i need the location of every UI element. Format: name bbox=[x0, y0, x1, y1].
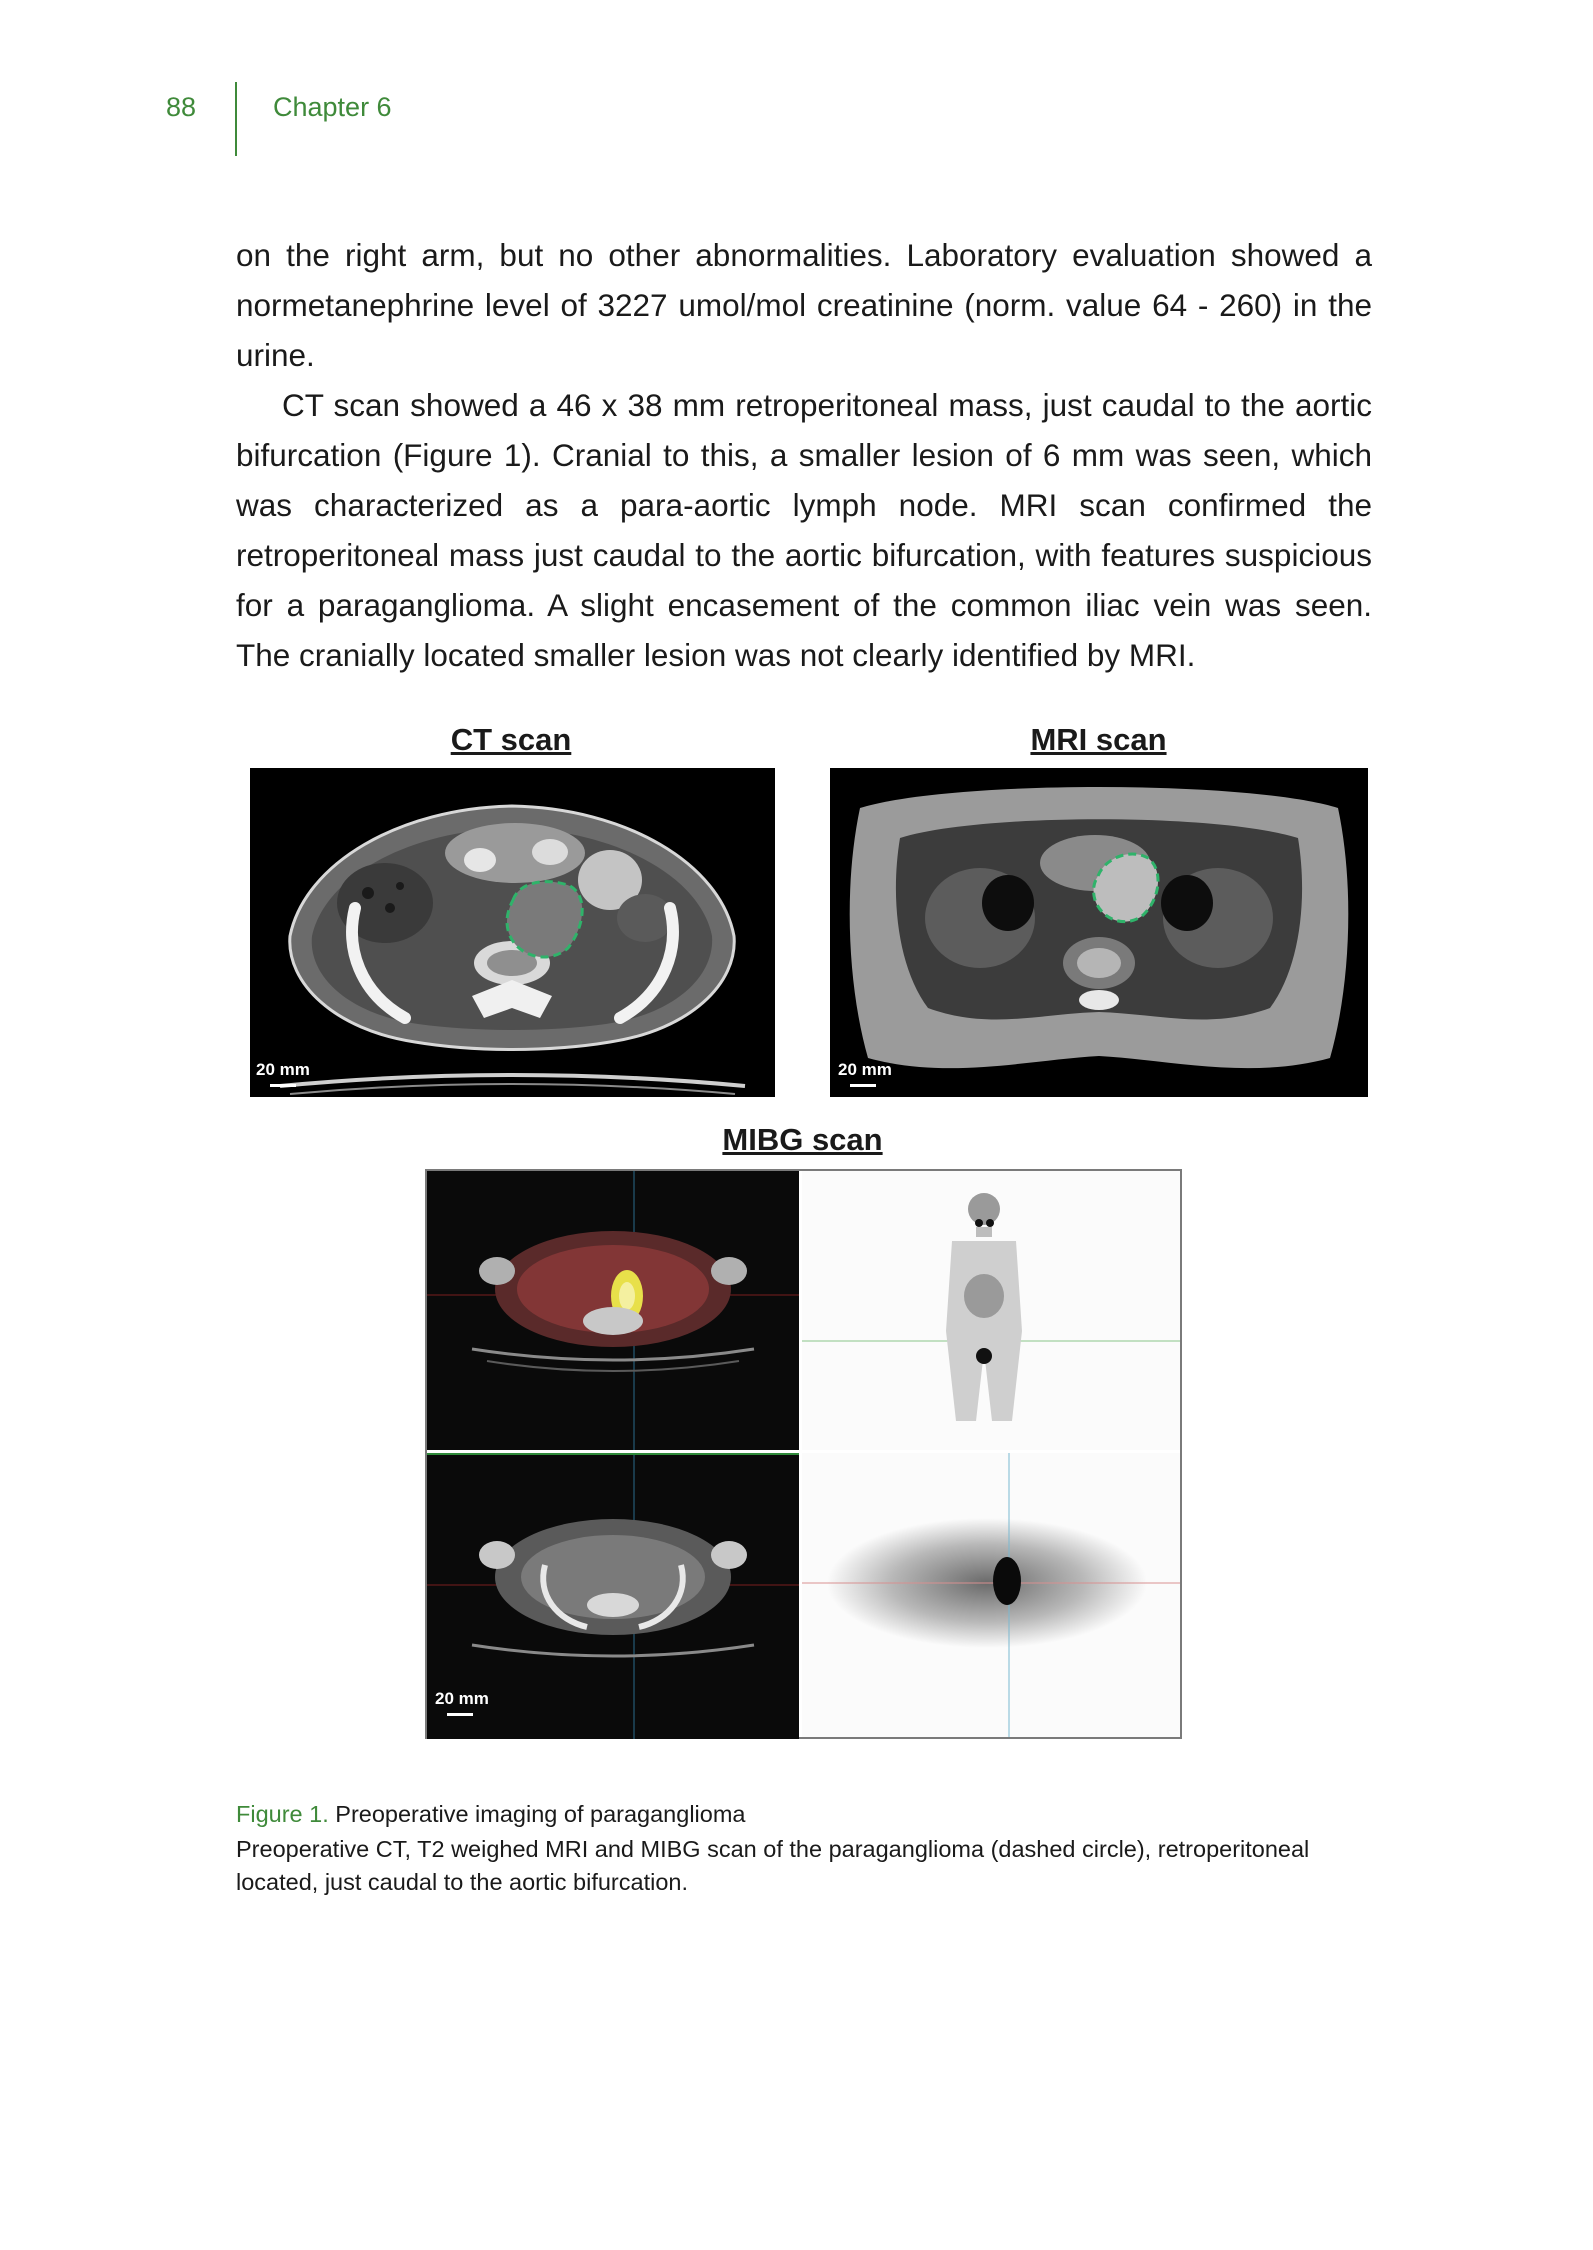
ct-scan-image bbox=[250, 768, 775, 1097]
paragraph: on the right arm, but no other abnormalities. Laboratory evaluation showed a normetanephrine level of 3227 umol/mol creatinine (norm. value 64 - 260) in the urine. bbox=[236, 237, 1372, 373]
header-divider bbox=[235, 82, 237, 156]
mri-axial-slice bbox=[830, 768, 1368, 1097]
mibg-scan-panel bbox=[425, 1169, 1182, 1739]
body-text bbox=[236, 230, 1372, 680]
chapter-label: Chapter 6 bbox=[273, 92, 392, 122]
mibg-scale-bar bbox=[447, 1713, 473, 1716]
mibg-spect-axial bbox=[802, 1453, 1180, 1737]
mibg-whole-body-planar bbox=[802, 1171, 1180, 1450]
mibg-scan-title: MIBG scan bbox=[722, 1122, 883, 1157]
ct-axial-slice bbox=[250, 768, 775, 1097]
ct-scan-title: CT scan bbox=[450, 722, 572, 757]
ct-scale-label: 20 mm bbox=[256, 1060, 310, 1079]
page-number: 88 bbox=[166, 92, 197, 122]
figure-title: Preoperative imaging of paraganglioma bbox=[335, 1801, 746, 1827]
figure-caption bbox=[236, 1798, 1372, 1901]
paragraph: CT scan showed a 46 x 38 mm retroperitoneal mass, just caudal to the aortic bifurcation (Figure 1). Cranial to this, a smaller lesion of 6 mm was seen, which was characterized as a para-aortic lymph node. MRI scan confirmed the retroperitoneal mass just caudal to the aortic bifurcation, with features suspicious for a paraganglioma. A slight encasement of the common iliac vein was seen. The cranially located smaller lesion was not clearly identified by MRI. bbox=[236, 387, 1372, 673]
mri-scan-title: MRI scan bbox=[1030, 722, 1167, 757]
ct-scale-bar bbox=[270, 1084, 296, 1087]
mibg-scale-label: 20 mm bbox=[435, 1689, 489, 1708]
figure-description: Preoperative CT, T2 weighed MRI and MIBG scan of the paraganglioma (dashed circle), retroperitoneal located, just caudal to the aortic bifurcation. bbox=[236, 1836, 1310, 1895]
figure-label: Figure 1. bbox=[236, 1801, 329, 1827]
mri-scale-label: 20 mm bbox=[838, 1060, 892, 1079]
mibg-fused-axial bbox=[427, 1171, 799, 1450]
mri-scan-image bbox=[830, 768, 1368, 1097]
mibg-ct-axial bbox=[427, 1453, 799, 1739]
mri-scale-bar bbox=[850, 1084, 876, 1087]
